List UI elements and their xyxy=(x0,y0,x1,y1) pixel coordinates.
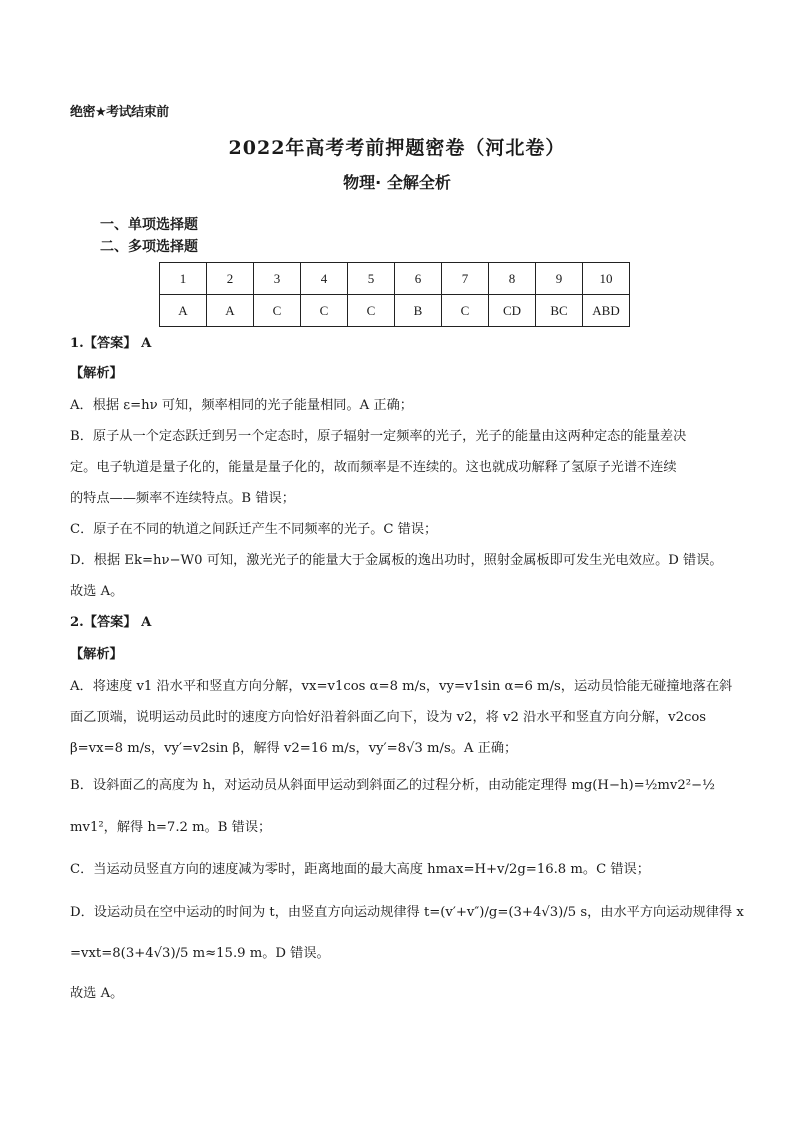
q2-option-c: C．当运动员竖直方向的速度减为零时，距离地面的最大高度 hmax=H+v/2g=16.8 m。C 错误； xyxy=(70,862,650,877)
question-number: 3 xyxy=(254,263,301,295)
answer-cell: C xyxy=(301,295,348,327)
q1-option-b-line1: B．原子从一个定态跃迁到另一个定态时，原子辐射一定频率的光子，光子的能量由这两种定态的能量差决 xyxy=(70,429,687,444)
q2-option-a-line1: A．将速度 v1 沿水平和竖直方向分解，vx=v1cos α=8 m/s，vy=v1sin α=6 m/s，运动员恰能无碰撞地落在斜 xyxy=(70,679,733,694)
question-number: 1 xyxy=(160,263,207,295)
q1-option-b-line2: 定。电子轨道是量子化的，能量是量子化的，故而频率是不连续的。这也就成功解释了氢原子光谱不连续 xyxy=(70,460,677,475)
q2-option-b-line2: mv1²，解得 h=7.2 m。B 错误； xyxy=(70,820,272,835)
answer-cell: C xyxy=(442,295,489,327)
q2-option-b-line1: B．设斜面乙的高度为 h，对运动员从斜面甲运动到斜面乙的过程分析，由动能定理得 mg(H−h)=½mv2²−½ xyxy=(70,778,715,793)
q2-option-a-line3: β=vx=8 m/s，vy′=v2sin β，解得 v2=16 m/s，vy′=8√3 m/s。A 正确； xyxy=(70,741,518,756)
answer-cell: BC xyxy=(536,295,583,327)
section-single-choice: 一、单项选择题 xyxy=(100,217,198,233)
secret-label: 绝密★考试结束前 xyxy=(70,105,169,120)
answer-table-number-row xyxy=(160,263,630,295)
question-number: 5 xyxy=(348,263,395,295)
answer-cell: B xyxy=(395,295,442,327)
answer-cell: C xyxy=(254,295,301,327)
answer-table-answer-row xyxy=(160,295,630,327)
question-number: 10 xyxy=(583,263,630,295)
answer-cell: C xyxy=(348,295,395,327)
answer-cell: A xyxy=(207,295,254,327)
q2-option-a-line2: 面乙顶端，说明运动员此时的速度方向恰好沿着斜面乙向下，设为 v2，将 v2 沿水平和竖直方向分解，v2cos xyxy=(70,710,707,725)
answer-cell: A xyxy=(160,295,207,327)
question-number: 9 xyxy=(536,263,583,295)
q1-answer-heading: 1.【答案】 A xyxy=(70,336,152,351)
page-title: 2022年高考考前押题密卷（河北卷） xyxy=(228,137,566,159)
q2-conclusion: 故选 A。 xyxy=(70,986,124,1001)
question-number: 2 xyxy=(207,263,254,295)
q1-analysis-label: 【解析】 xyxy=(70,366,123,381)
q1-option-c: C．原子在不同的轨道之间跃迁产生不同频率的光子。C 错误； xyxy=(70,522,438,537)
answer-cell: ABD xyxy=(583,295,630,327)
q1-option-d: D．根据 Ek=hν−W0 可知，激光光子的能量大于金属板的逸出功时，照射金属板即可发生光电效应。D 错误。 xyxy=(70,553,723,568)
q1-option-b-line3: 的特点——频率不连续特点。B 错误； xyxy=(70,491,295,506)
q2-option-d-line1: D．设运动员在空中运动的时间为 t，由竖直方向运动规律得 t=(v′+v″)/g=(3+4√3)/5 s，由水平方向运动规律得 x xyxy=(70,905,744,920)
section-multi-choice: 二、多项选择题 xyxy=(100,239,198,255)
answer-table xyxy=(159,262,630,327)
question-number: 4 xyxy=(301,263,348,295)
question-number: 7 xyxy=(442,263,489,295)
q2-analysis-label: 【解析】 xyxy=(70,647,123,662)
question-number: 8 xyxy=(489,263,536,295)
q1-conclusion: 故选 A。 xyxy=(70,584,124,599)
q2-option-d-line2: =vxt=8(3+4√3)/5 m≈15.9 m。D 错误。 xyxy=(70,946,330,961)
q2-answer-heading: 2.【答案】 A xyxy=(70,615,152,630)
q1-option-a: A．根据 ε=hν 可知，频率相同的光子能量相同。A 正确； xyxy=(70,398,413,413)
answer-cell: CD xyxy=(489,295,536,327)
question-number: 6 xyxy=(395,263,442,295)
page-subtitle: 物理· 全解全析 xyxy=(343,173,451,192)
